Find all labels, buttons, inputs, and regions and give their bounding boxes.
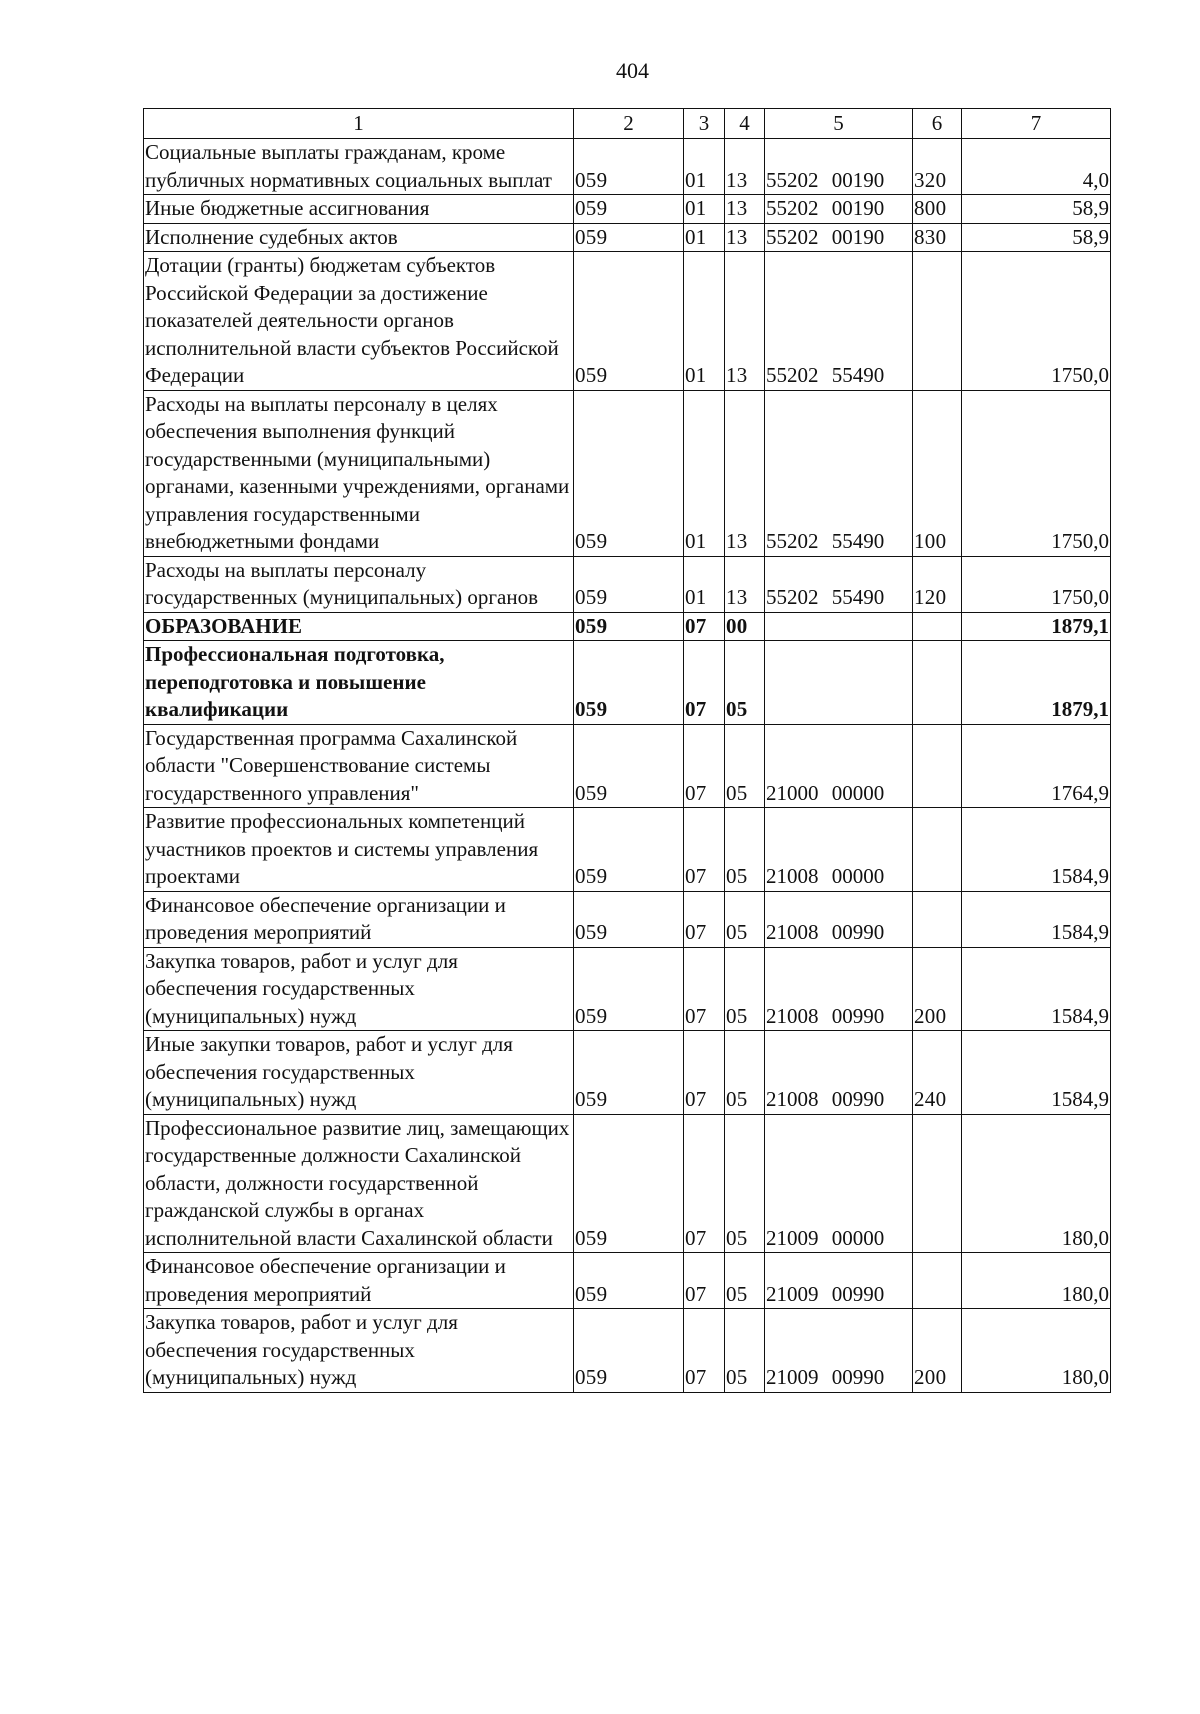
column-header: 7 <box>962 109 1111 139</box>
row-target-article-cell: 55202 55490 <box>765 252 913 391</box>
row-amount-cell: 180,0 <box>962 1253 1111 1309</box>
row-target-article-cell: 21009 00990 <box>765 1309 913 1393</box>
row-amount-cell: 58,9 <box>962 223 1111 252</box>
row-name-cell: Финансовое обеспечение организации и проведения мероприятий <box>144 1253 574 1309</box>
row-expense-type-cell: 100 <box>913 390 962 556</box>
row-name-cell: Государственная программа Сахалинской области "Совершенствование системы государственного управления" <box>144 724 574 808</box>
row-target-article-cell: 55202 55490 <box>765 556 913 612</box>
row-amount-cell: 1879,1 <box>962 641 1111 725</box>
row-subsection-cell: 05 <box>725 641 765 725</box>
budget-table <box>143 108 1111 1393</box>
row-expense-type-cell: 800 <box>913 195 962 224</box>
row-subsection-cell: 13 <box>725 223 765 252</box>
row-name-cell: Закупка товаров, работ и услуг для обеспечения государственных (муниципальных) нужд <box>144 1309 574 1393</box>
row-subsection-cell: 05 <box>725 724 765 808</box>
row-expense-type-cell: 120 <box>913 556 962 612</box>
row-target-article-cell <box>765 612 913 641</box>
row-section-cell: 07 <box>684 1309 725 1393</box>
row-expense-type-cell <box>913 641 962 725</box>
row-subsection-cell: 05 <box>725 1309 765 1393</box>
row-amount-cell: 1764,9 <box>962 724 1111 808</box>
table-body <box>144 139 1111 1393</box>
row-target-article-cell <box>765 641 913 725</box>
column-header: 1 <box>144 109 574 139</box>
row-target-article-cell: 55202 00190 <box>765 223 913 252</box>
row-section-cell: 07 <box>684 1031 725 1115</box>
row-target-article-cell: 21008 00990 <box>765 1031 913 1115</box>
row-name-cell: Иные закупки товаров, работ и услуг для обеспечения государственных (муниципальных) нужд <box>144 1031 574 1115</box>
table-row <box>144 390 1111 556</box>
column-header: 3 <box>684 109 725 139</box>
row-section-cell: 01 <box>684 223 725 252</box>
column-header: 5 <box>765 109 913 139</box>
row-name-cell: Развитие профессиональных компетенций участников проектов и системы управления проектами <box>144 808 574 892</box>
row-section-cell: 07 <box>684 808 725 892</box>
table-row <box>144 891 1111 947</box>
row-section-cell: 07 <box>684 891 725 947</box>
column-header: 4 <box>725 109 765 139</box>
row-grbs-cell: 059 <box>574 223 684 252</box>
table-row <box>144 612 1111 641</box>
row-expense-type-cell <box>913 891 962 947</box>
row-target-article-cell: 21009 00990 <box>765 1253 913 1309</box>
row-section-cell: 01 <box>684 195 725 224</box>
table-row <box>144 1114 1111 1253</box>
row-grbs-cell: 059 <box>574 1309 684 1393</box>
row-amount-cell: 1750,0 <box>962 556 1111 612</box>
row-grbs-cell: 059 <box>574 1253 684 1309</box>
row-subsection-cell: 05 <box>725 891 765 947</box>
row-subsection-cell: 05 <box>725 1031 765 1115</box>
row-subsection-cell: 13 <box>725 139 765 195</box>
row-grbs-cell: 059 <box>574 641 684 725</box>
row-expense-type-cell <box>913 1253 962 1309</box>
row-name-cell: ОБРАЗОВАНИЕ <box>144 612 574 641</box>
row-grbs-cell: 059 <box>574 891 684 947</box>
row-target-article-cell: 21008 00000 <box>765 808 913 892</box>
row-expense-type-cell: 320 <box>913 139 962 195</box>
row-section-cell: 07 <box>684 641 725 725</box>
table-row <box>144 1253 1111 1309</box>
row-name-cell: Профессиональная подготовка, переподготовка и повышение квалификации <box>144 641 574 725</box>
row-grbs-cell: 059 <box>574 1031 684 1115</box>
row-expense-type-cell <box>913 612 962 641</box>
row-name-cell: Иные бюджетные ассигнования <box>144 195 574 224</box>
row-section-cell: 07 <box>684 1253 725 1309</box>
row-subsection-cell: 05 <box>725 947 765 1031</box>
row-name-cell: Исполнение судебных актов <box>144 223 574 252</box>
table-row <box>144 1309 1111 1393</box>
row-expense-type-cell: 200 <box>913 947 962 1031</box>
row-target-article-cell: 55202 00190 <box>765 195 913 224</box>
row-name-cell: Социальные выплаты гражданам, кроме публичных нормативных социальных выплат <box>144 139 574 195</box>
table-row <box>144 556 1111 612</box>
row-section-cell: 01 <box>684 252 725 391</box>
row-expense-type-cell <box>913 724 962 808</box>
row-subsection-cell: 13 <box>725 252 765 391</box>
row-amount-cell: 1584,9 <box>962 947 1111 1031</box>
row-subsection-cell: 13 <box>725 390 765 556</box>
row-subsection-cell: 05 <box>725 1253 765 1309</box>
row-grbs-cell: 059 <box>574 139 684 195</box>
row-amount-cell: 180,0 <box>962 1309 1111 1393</box>
column-header: 6 <box>913 109 962 139</box>
row-amount-cell: 1879,1 <box>962 612 1111 641</box>
table-row <box>144 252 1111 391</box>
row-subsection-cell: 05 <box>725 808 765 892</box>
row-target-article-cell: 55202 00190 <box>765 139 913 195</box>
table-row <box>144 808 1111 892</box>
header-row <box>144 109 1111 139</box>
row-subsection-cell: 13 <box>725 556 765 612</box>
row-expense-type-cell <box>913 1114 962 1253</box>
table-row <box>144 947 1111 1031</box>
row-section-cell: 07 <box>684 724 725 808</box>
row-target-article-cell: 55202 55490 <box>765 390 913 556</box>
row-name-cell: Расходы на выплаты персоналу в целях обеспечения выполнения функций государственными (муниципальными) органами, казенными учреждениями, органами управления государственными внебюджетными фондами <box>144 390 574 556</box>
table-row <box>144 1031 1111 1115</box>
row-subsection-cell: 00 <box>725 612 765 641</box>
row-section-cell: 07 <box>684 947 725 1031</box>
row-target-article-cell: 21008 00990 <box>765 891 913 947</box>
row-amount-cell: 1584,9 <box>962 891 1111 947</box>
row-name-cell: Профессиональное развитие лиц, замещающих государственные должности Сахалинской области, должности государственной гражданской службы в органах исполнительной власти Сахалинской области <box>144 1114 574 1253</box>
row-amount-cell: 180,0 <box>962 1114 1111 1253</box>
row-section-cell: 07 <box>684 612 725 641</box>
table-row <box>144 724 1111 808</box>
row-expense-type-cell: 240 <box>913 1031 962 1115</box>
row-grbs-cell: 059 <box>574 252 684 391</box>
row-section-cell: 01 <box>684 390 725 556</box>
row-name-cell: Закупка товаров, работ и услуг для обеспечения государственных (муниципальных) нужд <box>144 947 574 1031</box>
row-name-cell: Расходы на выплаты персоналу государственных (муниципальных) органов <box>144 556 574 612</box>
row-grbs-cell: 059 <box>574 808 684 892</box>
row-expense-type-cell <box>913 808 962 892</box>
table-row <box>144 195 1111 224</box>
row-expense-type-cell <box>913 252 962 391</box>
row-amount-cell: 1750,0 <box>962 252 1111 391</box>
row-section-cell: 07 <box>684 1114 725 1253</box>
row-name-cell: Финансовое обеспечение организации и проведения мероприятий <box>144 891 574 947</box>
page-number: 404 <box>616 58 649 83</box>
row-grbs-cell: 059 <box>574 195 684 224</box>
row-subsection-cell: 13 <box>725 195 765 224</box>
table-row <box>144 223 1111 252</box>
table-row <box>144 139 1111 195</box>
row-target-article-cell: 21008 00990 <box>765 947 913 1031</box>
row-amount-cell: 4,0 <box>962 139 1111 195</box>
row-grbs-cell: 059 <box>574 390 684 556</box>
row-grbs-cell: 059 <box>574 556 684 612</box>
row-target-article-cell: 21000 00000 <box>765 724 913 808</box>
row-grbs-cell: 059 <box>574 947 684 1031</box>
row-section-cell: 01 <box>684 556 725 612</box>
row-grbs-cell: 059 <box>574 1114 684 1253</box>
row-subsection-cell: 05 <box>725 1114 765 1253</box>
row-amount-cell: 1584,9 <box>962 808 1111 892</box>
row-amount-cell: 1584,9 <box>962 1031 1111 1115</box>
table-row <box>144 641 1111 725</box>
row-expense-type-cell: 830 <box>913 223 962 252</box>
row-grbs-cell: 059 <box>574 724 684 808</box>
row-target-article-cell: 21009 00000 <box>765 1114 913 1253</box>
column-header: 2 <box>574 109 684 139</box>
row-section-cell: 01 <box>684 139 725 195</box>
row-amount-cell: 58,9 <box>962 195 1111 224</box>
row-amount-cell: 1750,0 <box>962 390 1111 556</box>
row-expense-type-cell: 200 <box>913 1309 962 1393</box>
row-name-cell: Дотации (гранты) бюджетам субъектов Российской Федерации за достижение показателей деятельности органов исполнительной власти субъектов Российской Федерации <box>144 252 574 391</box>
row-grbs-cell: 059 <box>574 612 684 641</box>
